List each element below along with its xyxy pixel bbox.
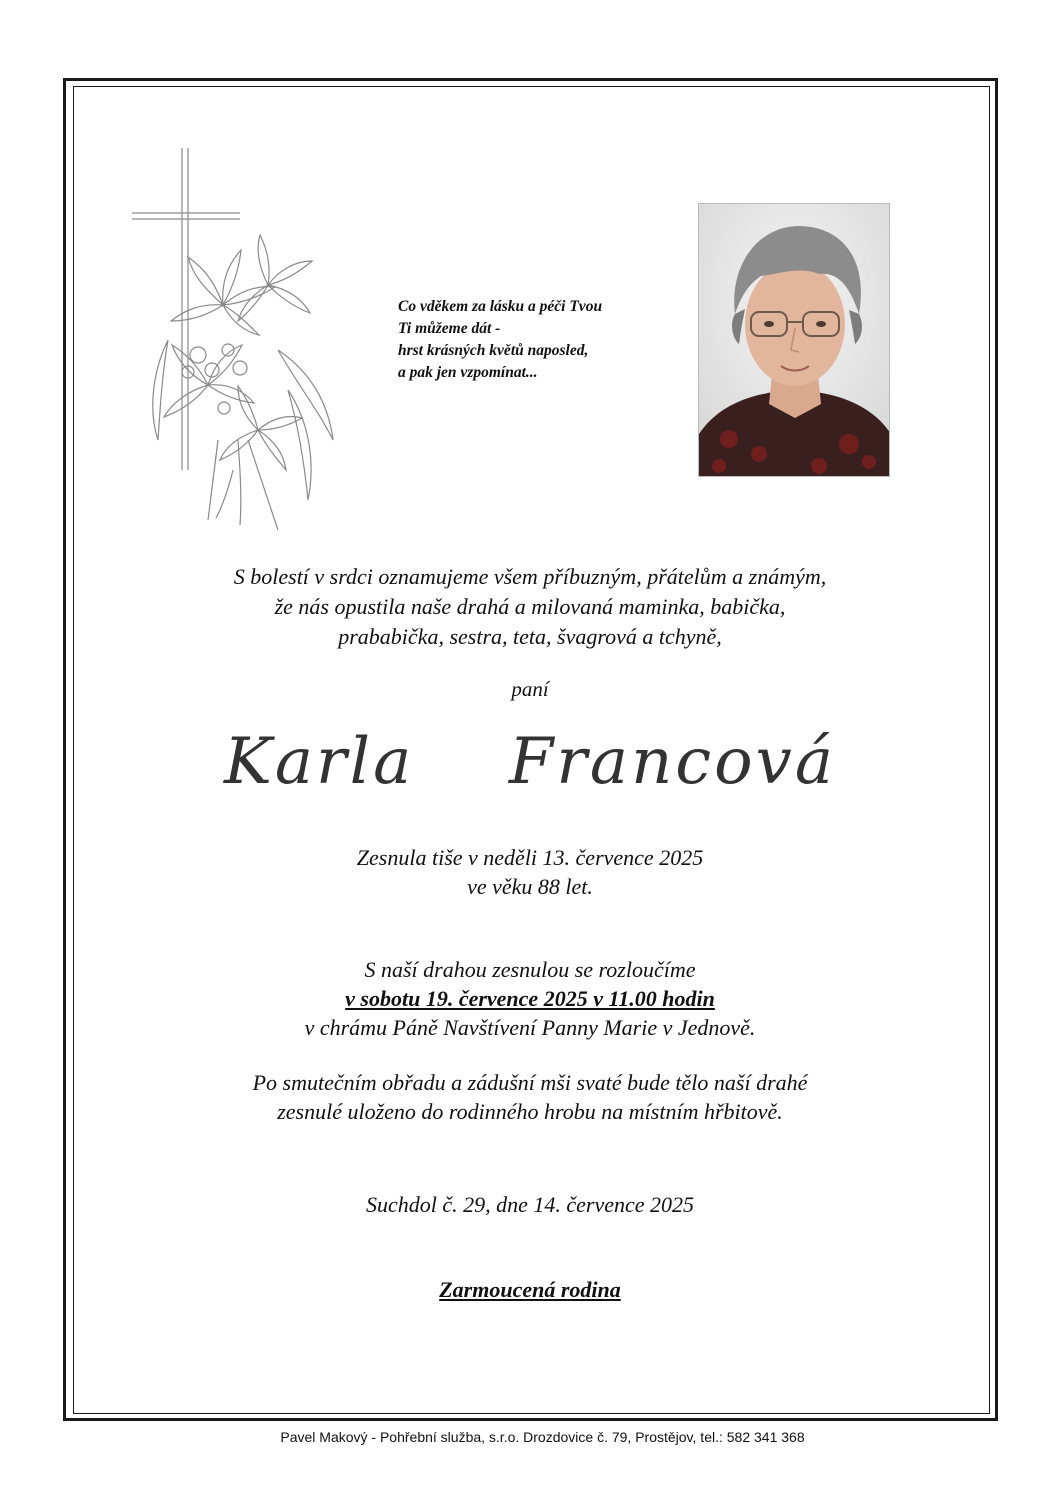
burial-line: zesnulé uloženo do rodinného hrobu na místním hřbitově. xyxy=(277,1099,783,1124)
ceremony-date: v sobotu 19. července 2025 v 11.00 hodin xyxy=(345,986,715,1011)
announcement-line: S bolestí v srdci oznamujeme všem příbuzným, přátelům a známým, xyxy=(233,564,827,589)
signature: Zarmoucená rodina xyxy=(439,1277,621,1302)
funeral-service-footer: Pavel Makový - Pohřební služba, s.r.o. Drozdovice č. 79, Prostějov, tel.: 582 341 368 xyxy=(280,1429,805,1445)
cross-flowers-illustration xyxy=(128,140,348,540)
memorial-verse xyxy=(398,296,688,384)
death-date: Zesnula tiše v neděli 13. července 2025 xyxy=(356,845,704,870)
ceremony-info xyxy=(120,955,940,1042)
verse-line: Ti můžeme dát - xyxy=(398,320,501,337)
portrait-photo xyxy=(698,203,890,477)
announcement-line: že nás opustila naše drahá a milovaná maminka, babička, xyxy=(274,594,786,619)
burial-line: Po smutečním obřadu a zádušní mši svaté bude tělo naší drahé xyxy=(252,1070,808,1095)
deceased-name: Karla Francová xyxy=(224,725,836,799)
burial-info xyxy=(120,1068,940,1126)
verse-line: hrst krásných květů naposled, xyxy=(398,342,589,359)
verse-line: Co vděkem za lásku a péči Tvou xyxy=(398,298,603,315)
ceremony-intro: S naší drahou zesnulou se rozloučíme xyxy=(364,957,696,982)
honorific: paní xyxy=(511,677,549,701)
portrait-image xyxy=(699,204,890,477)
death-info xyxy=(120,843,940,901)
announcement-line: prababička, sestra, teta, švagrová a tchyně, xyxy=(338,624,722,649)
verse-line: a pak jen vzpomínat... xyxy=(398,364,538,381)
announcement xyxy=(120,562,940,652)
ceremony-location: v chrámu Páně Navštívení Panny Marie v Jednově. xyxy=(304,1015,756,1040)
death-age: ve věku 88 let. xyxy=(467,874,593,899)
place-date: Suchdol č. 29, dne 14. července 2025 xyxy=(365,1192,695,1217)
